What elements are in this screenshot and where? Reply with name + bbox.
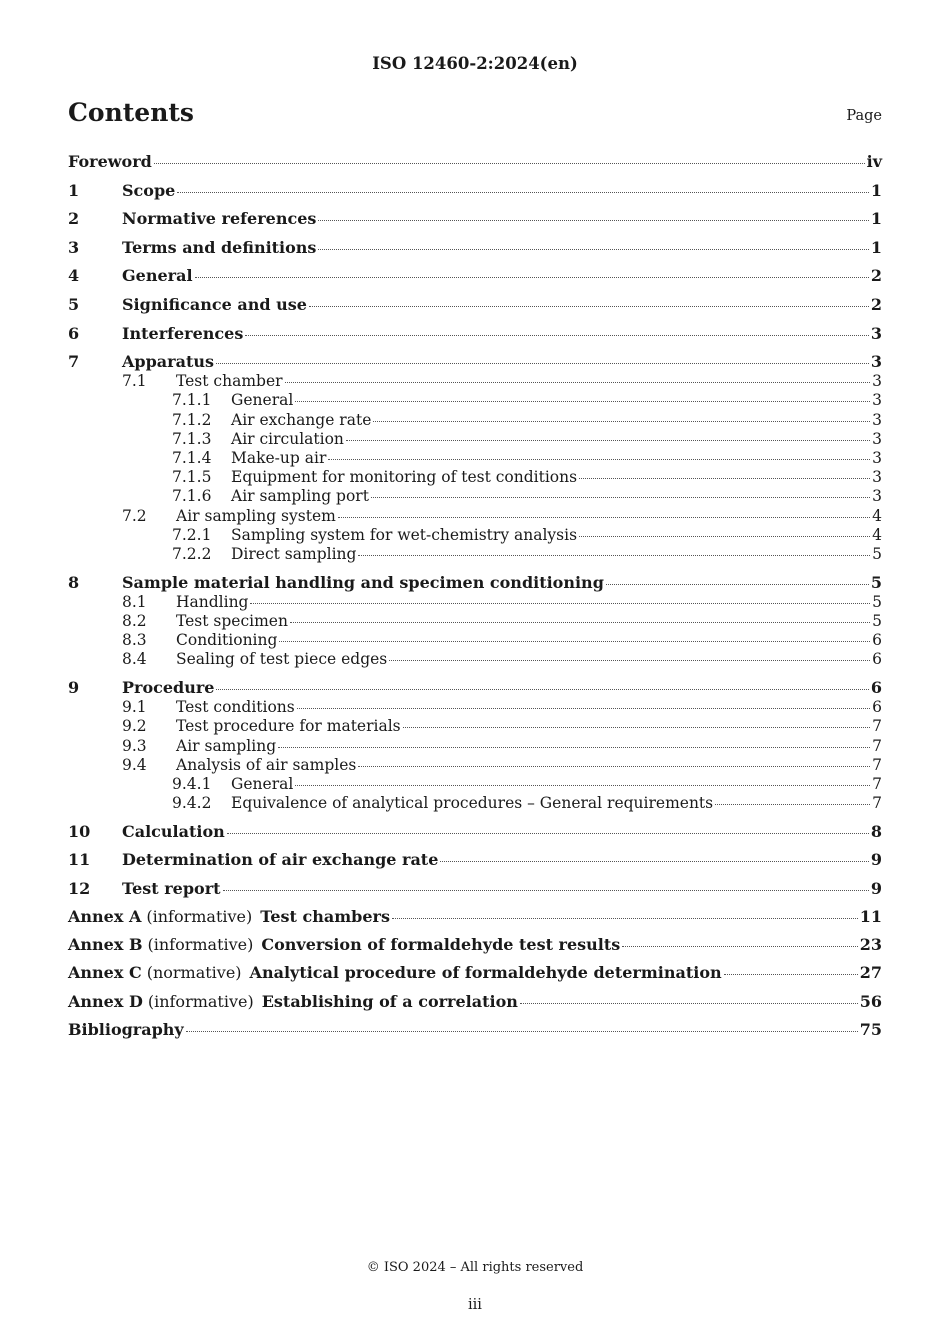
annex-label: Annex C bbox=[68, 963, 142, 983]
toc-entry-title: Air circulation bbox=[231, 429, 344, 448]
toc-entry-air-sampling-system[interactable] bbox=[68, 507, 882, 526]
page-number: iii bbox=[468, 1297, 482, 1313]
toc-entry-title: Air sampling port bbox=[231, 487, 369, 506]
toc-entry-title: Analysis of air samples bbox=[176, 755, 357, 774]
toc-entry-title: Normative references bbox=[122, 209, 317, 229]
toc-entry-title bbox=[68, 963, 722, 983]
toc-entry-number: 7.1.5 bbox=[172, 468, 212, 487]
dot-leader bbox=[297, 708, 870, 709]
toc-entry-bibliography[interactable] bbox=[68, 1020, 882, 1040]
toc-entry-page: 9 bbox=[870, 850, 882, 870]
toc-entry-page: 1 bbox=[870, 209, 882, 229]
dot-leader bbox=[223, 890, 869, 891]
dot-leader bbox=[392, 918, 858, 919]
toc-entry-number: 7 bbox=[68, 352, 80, 372]
toc-entry-page: 56 bbox=[859, 991, 882, 1011]
toc-entry-page: 3 bbox=[872, 410, 882, 429]
dot-leader bbox=[318, 220, 868, 221]
toc-entry-terms-and-definitions[interactable] bbox=[68, 238, 882, 258]
toc-entry-number: 2 bbox=[68, 209, 80, 229]
toc-entry-number: 7.2 bbox=[122, 506, 147, 525]
dot-leader bbox=[154, 163, 865, 164]
toc-entry-title: Sampling system for wet-chemistry analysis bbox=[231, 525, 578, 544]
toc-entry-foreword[interactable] bbox=[68, 152, 882, 172]
toc-entry-page: 2 bbox=[870, 266, 882, 286]
toc-entry-page: 5 bbox=[872, 592, 882, 611]
toc-entry-number: 1 bbox=[68, 180, 80, 200]
toc-entry-apparatus[interactable] bbox=[68, 352, 882, 372]
dot-leader bbox=[227, 833, 869, 834]
toc-entry-page: 6 bbox=[872, 698, 882, 717]
toc-entry-page: 7 bbox=[872, 775, 882, 793]
toc-entry-title: Procedure bbox=[122, 678, 215, 698]
toc-entry-page: 6 bbox=[872, 631, 882, 650]
toc-entry-page: 3 bbox=[872, 391, 882, 410]
toc-entry-page: 6 bbox=[872, 650, 882, 669]
toc-entry-number: 7.1.2 bbox=[172, 410, 212, 429]
toc-entry-make-up-air[interactable] bbox=[68, 449, 882, 468]
toc-entry-page: 3 bbox=[872, 468, 882, 487]
toc-entry-number: 7.1.3 bbox=[172, 429, 212, 448]
toc-entry-number: 7.1.1 bbox=[172, 391, 212, 410]
dot-leader bbox=[186, 1031, 858, 1032]
annex-title: Analytical procedure of formaldehyde determination bbox=[249, 963, 722, 983]
annex-kind: (normative) bbox=[146, 963, 242, 983]
toc-entry-title: Foreword bbox=[68, 152, 152, 171]
toc-entry-number: 6 bbox=[68, 323, 80, 343]
toc-entry-annex-d[interactable] bbox=[68, 992, 882, 1012]
toc-entry-number: 3 bbox=[68, 237, 80, 257]
toc-entry-title bbox=[68, 992, 518, 1012]
toc-entry-page: 3 bbox=[872, 487, 882, 506]
toc-entry-title: Equivalence of analytical procedures – General requirements bbox=[231, 794, 714, 813]
toc-entry-page: 4 bbox=[872, 506, 882, 525]
dot-leader bbox=[579, 478, 870, 479]
toc-entry-test-specimen[interactable] bbox=[68, 612, 882, 631]
toc-entry-significance-and-use[interactable] bbox=[68, 295, 882, 315]
toc-entry-handling[interactable] bbox=[68, 593, 882, 612]
dot-leader bbox=[285, 382, 871, 383]
toc-entry-page: 6 bbox=[870, 678, 882, 698]
toc-entry-title: Interferences bbox=[122, 323, 244, 343]
toc-entry-number: 7.1 bbox=[122, 372, 147, 391]
toc-entry-title: Make-up air bbox=[231, 448, 327, 467]
toc-entry-direct-sampling[interactable] bbox=[68, 545, 882, 564]
toc-entry-page: 3 bbox=[870, 352, 882, 372]
toc-entry-chamber-general[interactable] bbox=[68, 391, 882, 410]
toc-entry-title: Test report bbox=[122, 878, 221, 898]
toc-entry-sealing-edges[interactable] bbox=[68, 650, 882, 669]
toc-entry-annex-c[interactable] bbox=[68, 963, 882, 983]
dot-leader bbox=[358, 555, 870, 556]
toc-entry-title: General bbox=[231, 775, 294, 793]
toc-entry-wet-chemistry-sampling[interactable] bbox=[68, 526, 882, 545]
toc-entry-page: 1 bbox=[870, 180, 882, 200]
toc-entry-number: 7.2.1 bbox=[172, 525, 212, 544]
toc-entry-number: 11 bbox=[68, 850, 91, 870]
toc-entry-calculation[interactable] bbox=[68, 822, 882, 842]
toc-entry-annex-b[interactable] bbox=[68, 935, 882, 955]
toc-entry-number: 8.3 bbox=[122, 631, 147, 650]
dot-leader bbox=[328, 459, 870, 460]
dot-leader bbox=[195, 277, 869, 278]
toc-entry-page: 4 bbox=[872, 525, 882, 544]
dot-leader bbox=[371, 497, 870, 498]
toc-entry-number: 7.1.4 bbox=[172, 448, 212, 467]
toc-entry-page: 7 bbox=[872, 755, 882, 774]
toc-entry-number: 8 bbox=[68, 572, 80, 592]
dot-leader bbox=[403, 727, 871, 728]
contents-title: Contents bbox=[68, 98, 195, 127]
toc-entry-page: 5 bbox=[872, 611, 882, 630]
dot-leader bbox=[295, 401, 870, 402]
toc-entry-page: 27 bbox=[859, 963, 882, 983]
toc-entry-title: Handling bbox=[176, 592, 249, 611]
toc-entry-page: 5 bbox=[870, 572, 882, 592]
toc-entry-page: 1 bbox=[870, 237, 882, 257]
toc-entry-annex-a[interactable] bbox=[68, 907, 882, 927]
toc-entry-page: 3 bbox=[872, 429, 882, 448]
toc-entry-title: Apparatus bbox=[122, 352, 214, 372]
toc-entry-test-report[interactable] bbox=[68, 879, 882, 899]
toc-entry-title: Test chamber bbox=[176, 372, 283, 391]
toc-entry-analysis-air-samples[interactable] bbox=[68, 756, 882, 775]
toc-entry-page: 23 bbox=[859, 935, 882, 955]
dot-leader bbox=[338, 517, 870, 518]
toc-entry-number: 4 bbox=[68, 266, 80, 286]
dot-leader bbox=[290, 622, 870, 623]
annex-label: Annex B bbox=[68, 935, 143, 955]
toc-entry-title bbox=[68, 907, 390, 927]
toc-entry-title: Test conditions bbox=[176, 698, 295, 717]
dot-leader bbox=[715, 804, 870, 805]
toc-entry-monitoring-equipment[interactable] bbox=[68, 468, 882, 487]
dot-leader bbox=[216, 689, 868, 690]
dot-leader bbox=[373, 421, 870, 422]
toc-entry-title: General bbox=[231, 391, 294, 410]
dot-leader bbox=[389, 660, 870, 661]
toc-entry-air-circulation[interactable] bbox=[68, 430, 882, 449]
toc-entry-page: iv bbox=[866, 152, 882, 171]
toc-entry-title: Air sampling system bbox=[176, 506, 336, 525]
toc-entry-number: 9.2 bbox=[122, 717, 147, 736]
dot-leader bbox=[279, 641, 870, 642]
dot-leader bbox=[278, 747, 870, 748]
toc-entry-title: Terms and definitions bbox=[122, 237, 317, 257]
toc-entry-title: Determination of air exchange rate bbox=[122, 850, 439, 870]
copyright-notice: © ISO 2024 – All rights reserved bbox=[366, 1260, 584, 1275]
toc-entry-title: Test procedure for materials bbox=[176, 717, 401, 736]
dot-leader bbox=[318, 249, 868, 250]
annex-title: Establishing of a correlation bbox=[261, 991, 518, 1011]
toc-entry-number: 7.1.6 bbox=[172, 487, 212, 506]
toc-entry-page: 11 bbox=[859, 906, 882, 926]
dot-leader bbox=[177, 192, 869, 193]
toc-entry-scope[interactable] bbox=[68, 181, 882, 201]
dot-leader bbox=[346, 440, 870, 441]
toc-entry-number: 10 bbox=[68, 822, 91, 841]
dot-leader bbox=[440, 861, 868, 862]
toc-entry-title: Test specimen bbox=[176, 611, 288, 630]
dot-leader bbox=[245, 335, 869, 336]
toc-entry-title: Sealing of test piece edges bbox=[176, 650, 388, 669]
toc-entry-page: 7 bbox=[872, 794, 882, 813]
toc-entry-title: General bbox=[122, 266, 193, 286]
toc-entry-number: 7.2.2 bbox=[172, 544, 212, 563]
dot-leader bbox=[250, 603, 870, 604]
toc-entry-determination-air-exchange[interactable] bbox=[68, 850, 882, 870]
toc-entry-page: 9 bbox=[870, 878, 882, 898]
toc-entry-number: 12 bbox=[68, 878, 91, 898]
annex-title: Test chambers bbox=[260, 906, 390, 926]
annex-kind: (informative) bbox=[147, 935, 254, 955]
toc-entry-title bbox=[68, 935, 620, 955]
toc-entry-interferences[interactable] bbox=[68, 324, 882, 344]
toc-entry-page: 7 bbox=[872, 736, 882, 755]
toc-entry-page: 75 bbox=[859, 1020, 882, 1040]
toc-entry-air-sampling-port[interactable] bbox=[68, 487, 882, 506]
toc-entry-number: 9.1 bbox=[122, 698, 147, 717]
toc-entry-air-sampling[interactable] bbox=[68, 737, 882, 756]
annex-title: Conversion of formaldehyde test results bbox=[261, 935, 621, 955]
annex-kind: (informative) bbox=[146, 906, 253, 926]
toc-entry-page: 3 bbox=[872, 448, 882, 467]
toc-entry-number: 9.3 bbox=[122, 736, 147, 755]
dot-leader bbox=[216, 363, 869, 364]
toc-entry-title: Air sampling bbox=[176, 736, 277, 755]
dot-leader bbox=[579, 536, 870, 537]
toc-entry-analysis-general[interactable] bbox=[68, 775, 882, 794]
toc-entry-normative-references[interactable] bbox=[68, 209, 882, 229]
annex-label: Annex D bbox=[68, 991, 143, 1011]
toc-entry-number: 8.2 bbox=[122, 611, 147, 630]
toc-entry-number: 9.4.1 bbox=[172, 775, 212, 793]
toc-entry-test-chamber[interactable] bbox=[68, 372, 882, 391]
dot-leader bbox=[606, 584, 869, 585]
dot-leader bbox=[358, 766, 870, 767]
toc-entry-number: 8.4 bbox=[122, 650, 147, 669]
toc-entry-title: Significance and use bbox=[122, 294, 307, 314]
toc-entry-number: 8.1 bbox=[122, 592, 147, 611]
document-id-header: ISO 12460-2:2024(en) bbox=[372, 54, 578, 73]
annex-kind: (informative) bbox=[147, 991, 254, 1011]
toc-entry-title: Equipment for monitoring of test conditions bbox=[231, 468, 578, 487]
dot-leader bbox=[724, 974, 858, 975]
toc-entry-title: Bibliography bbox=[68, 1020, 184, 1040]
toc-entry-conditioning[interactable] bbox=[68, 631, 882, 650]
toc-entry-air-exchange-rate[interactable] bbox=[68, 411, 882, 430]
toc-entry-title: Scope bbox=[122, 180, 176, 200]
page-column-label: Page bbox=[846, 108, 882, 124]
toc-entry-page: 3 bbox=[870, 323, 882, 343]
toc-entry-title: Calculation bbox=[122, 822, 225, 841]
toc-entry-sample-material-handling[interactable] bbox=[68, 573, 882, 593]
toc-entry-title: Sample material handling and specimen conditioning bbox=[122, 572, 604, 592]
toc-entry-test-conditions[interactable] bbox=[68, 698, 882, 717]
table-of-contents bbox=[68, 152, 882, 1040]
toc-entry-number: 9.4 bbox=[122, 755, 147, 774]
dot-leader bbox=[622, 946, 857, 947]
toc-entry-page: 2 bbox=[870, 294, 882, 314]
toc-entry-title: Air exchange rate bbox=[231, 410, 372, 429]
toc-entry-procedure[interactable] bbox=[68, 678, 882, 698]
toc-entry-test-procedure-materials[interactable] bbox=[68, 717, 882, 736]
toc-entry-page: 5 bbox=[872, 544, 882, 563]
toc-entry-title: Conditioning bbox=[176, 631, 278, 650]
dot-leader bbox=[295, 785, 870, 786]
toc-entry-number: 5 bbox=[68, 294, 80, 314]
toc-entry-equivalence-procedures[interactable] bbox=[68, 794, 882, 813]
contents-heading bbox=[68, 98, 882, 134]
toc-entry-page: 8 bbox=[870, 822, 882, 841]
dot-leader bbox=[309, 306, 869, 307]
toc-entry-title: Direct sampling bbox=[231, 544, 357, 563]
toc-entry-page: 3 bbox=[872, 372, 882, 391]
toc-entry-general[interactable] bbox=[68, 266, 882, 286]
dot-leader bbox=[520, 1003, 858, 1004]
annex-label: Annex A bbox=[68, 906, 142, 926]
toc-entry-number: 9.4.2 bbox=[172, 794, 212, 813]
toc-entry-page: 7 bbox=[872, 717, 882, 736]
toc-entry-number: 9 bbox=[68, 678, 80, 698]
